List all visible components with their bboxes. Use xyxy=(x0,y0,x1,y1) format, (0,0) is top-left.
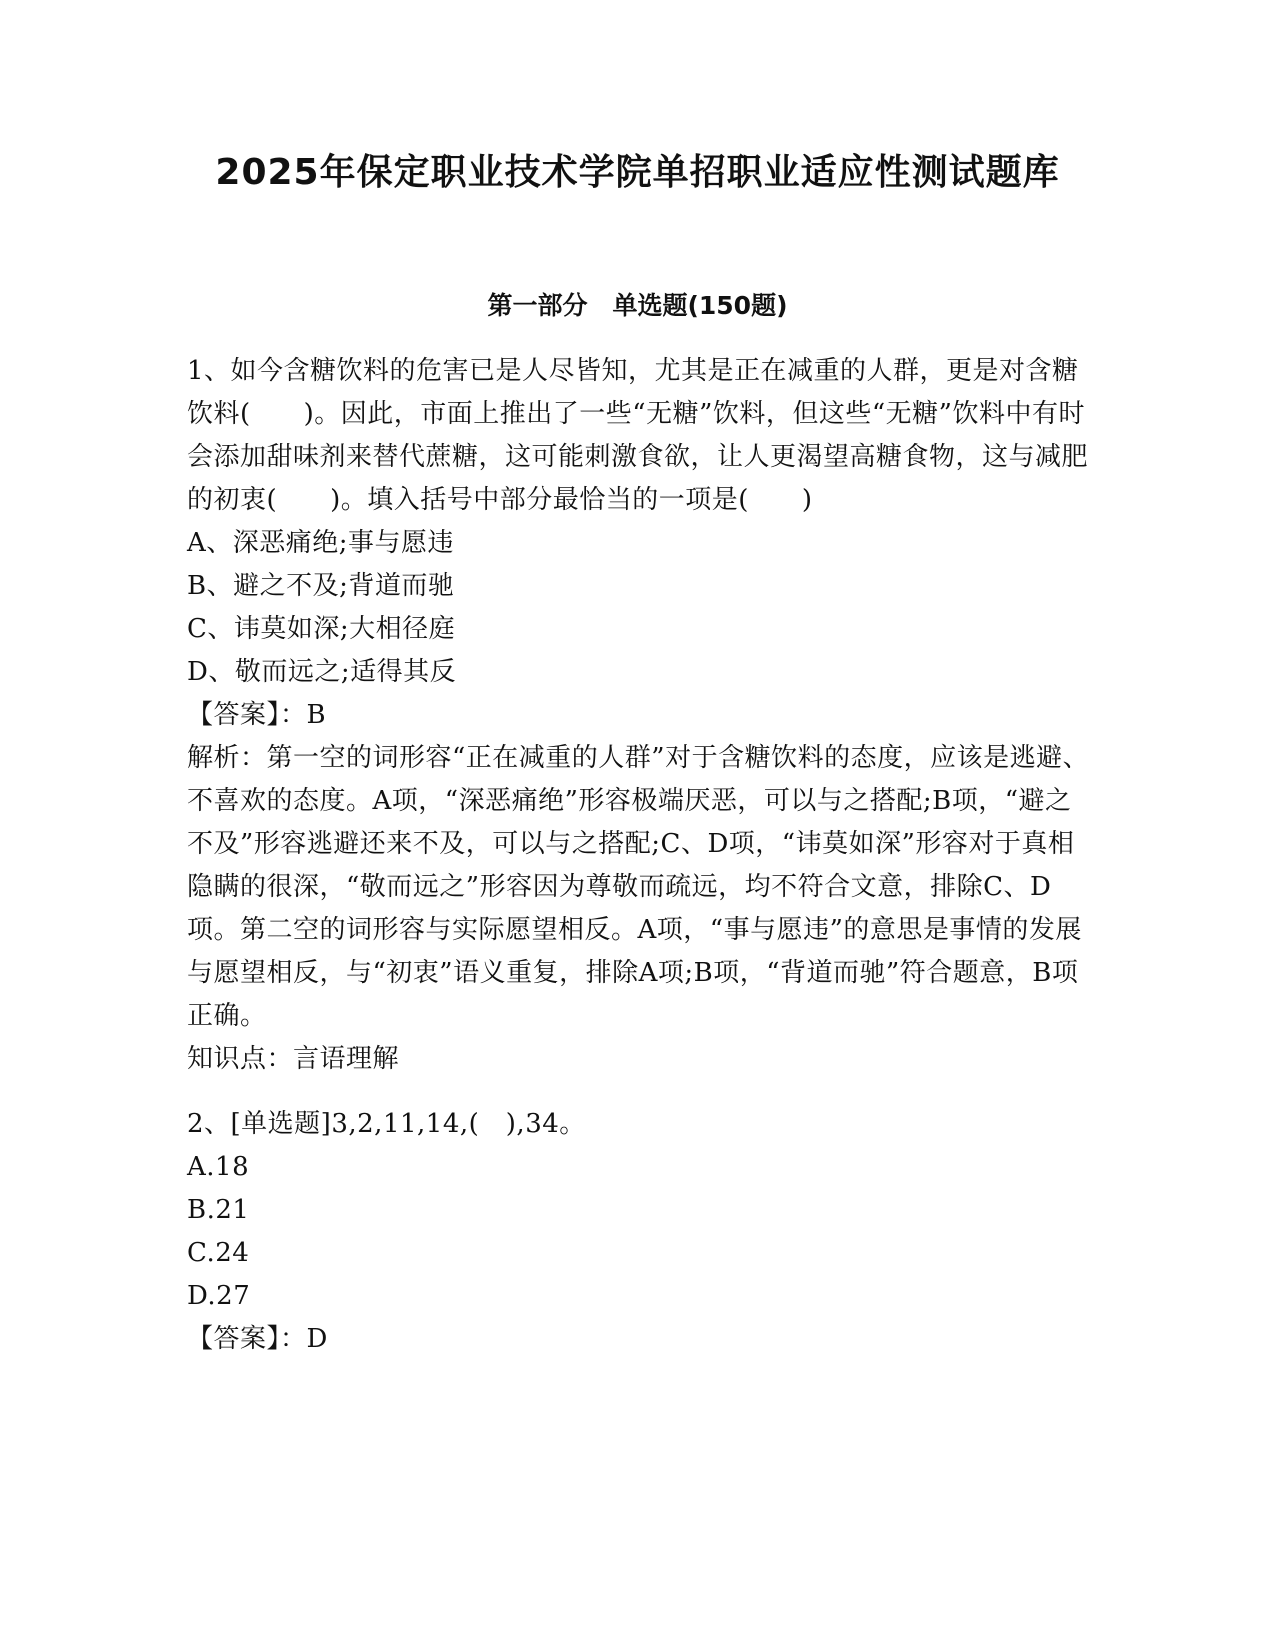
option-d: D.27 xyxy=(187,1281,251,1311)
analysis: 解析：第一空的词形容“正在减重的人群”对于含糖饮料的态度，应该是逃避、不喜欢的态度。A项，“深恶痛绝”形容极端厌恶，可以与之搭配;B项，“避之不及”形容逃避还来不及，可以与之搭配;C、D项，“讳莫如深”形容对于真相隐瞒的很深，“敬而远之”形容因为尊敬而疏远，均不符合文意，排除C、D项。第二空的词形容与实际愿望相反。A项，“事与愿违”的意思是事情的发展与愿望相反，与“初衷”语义重复，排除A项;B项，“背道而驰”符合题意，B项正确。 xyxy=(187,743,1090,1031)
knowledge-point: 知识点：言语理解 xyxy=(187,1044,400,1074)
question-1 xyxy=(187,350,1097,1081)
question-stem: 2、[单选题]3,2,11,14,( ),34。 xyxy=(187,1109,586,1139)
question-list xyxy=(187,350,1097,1361)
option-b: B.21 xyxy=(187,1195,250,1225)
option-a: A.18 xyxy=(187,1152,250,1182)
option-c: C.24 xyxy=(187,1238,250,1268)
question-2 xyxy=(187,1103,1097,1361)
document-title: 2025年保定职业技术学院单招职业适应性测试题库 xyxy=(215,152,1060,193)
option-c: C、讳莫如深;大相径庭 xyxy=(187,614,456,644)
option-d: D、敬而远之;适得其反 xyxy=(187,657,457,687)
section-title: 第一部分 单选题(150题) xyxy=(487,291,788,320)
question-stem: 1、如今含糖饮料的危害已是人尽皆知，尤其是正在减重的人群，更是对含糖饮料( )。因此，市面上推出了一些“无糖”饮料，但这些“无糖”饮料中有时会添加甜味剂来替代蔗糖，这可能刺激食欲，让人更渴望高糖食物，这与减肥的初衷( )。填入括号中部分最恰当的一项是( ) xyxy=(187,356,1089,515)
option-a: A、深恶痛绝;事与愿违 xyxy=(187,528,455,558)
answer: 【答案】：B xyxy=(187,700,327,730)
answer: 【答案】：D xyxy=(187,1324,328,1354)
option-b: B、避之不及;背道而驰 xyxy=(187,571,455,601)
